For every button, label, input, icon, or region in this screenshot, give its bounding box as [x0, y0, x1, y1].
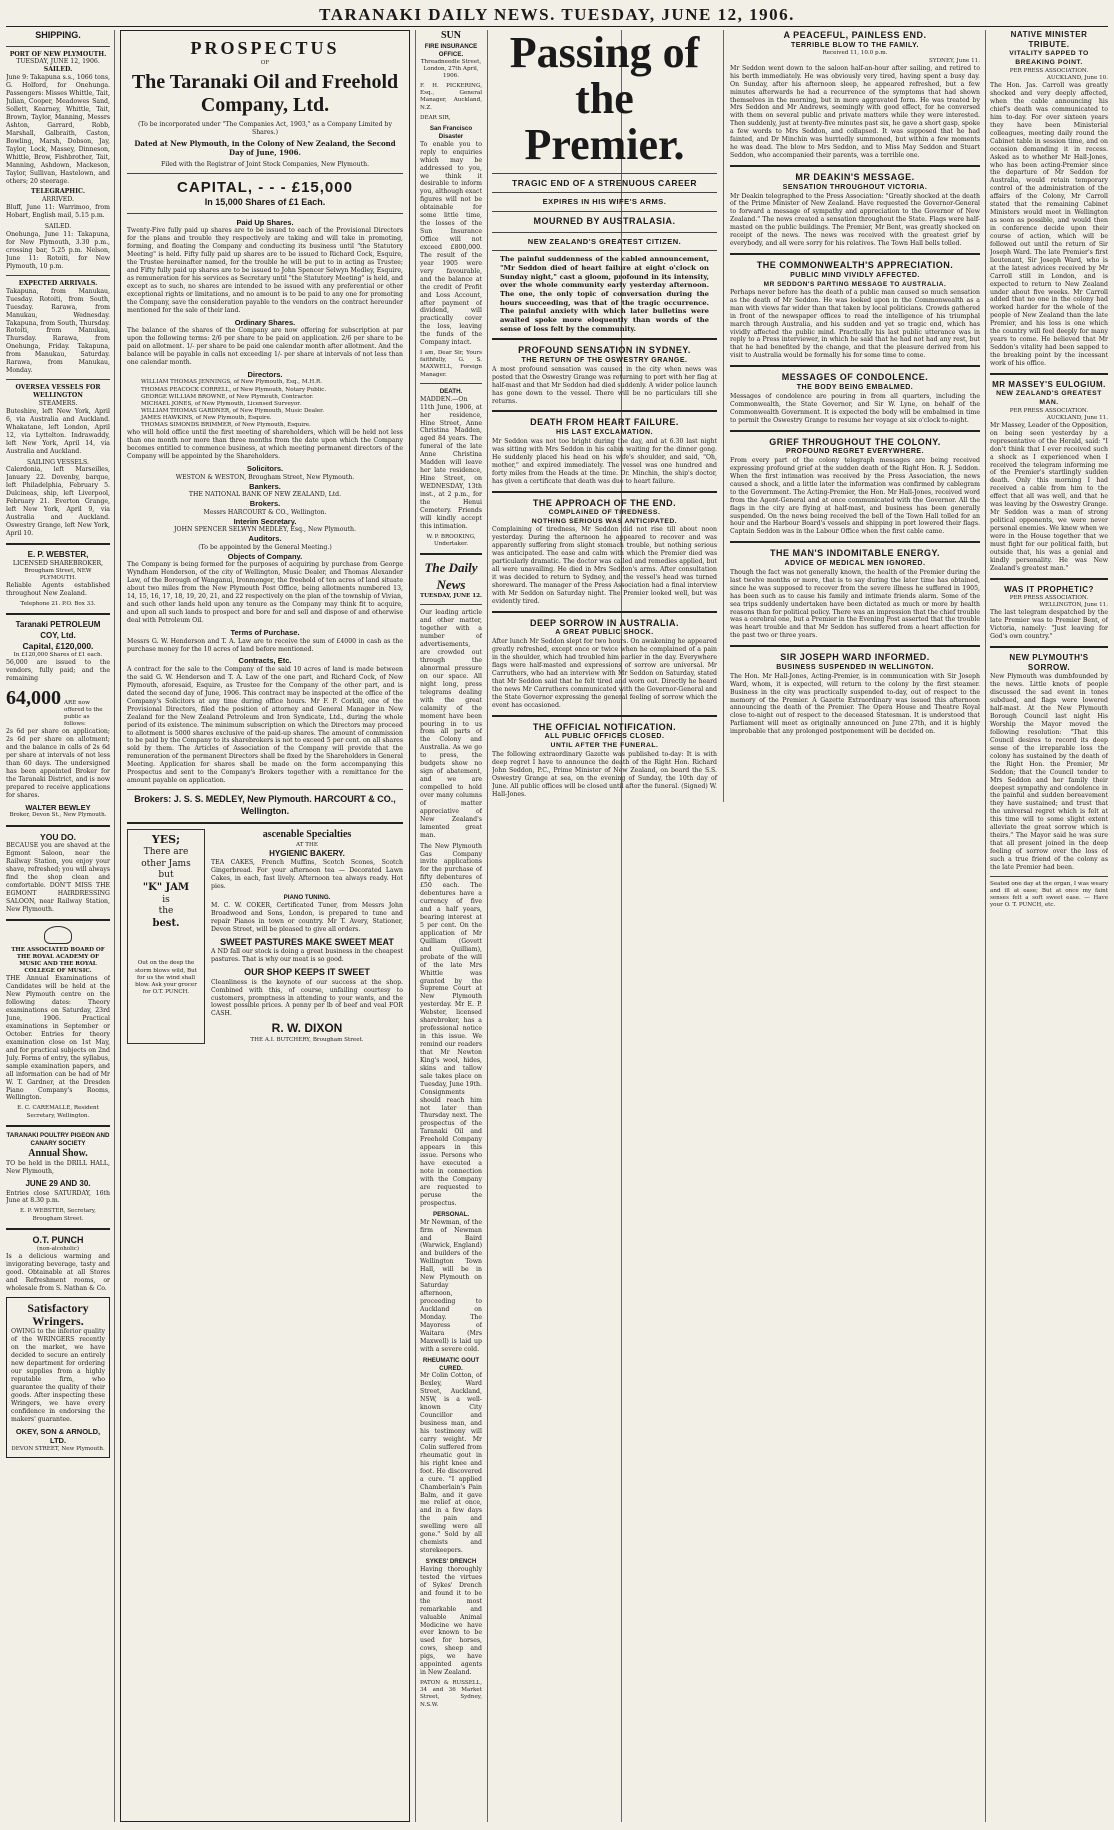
webster-telephone: Telephone 21. P.O. Box 33. [20, 601, 96, 608]
solicitors-heading: Solicitors. [246, 464, 284, 474]
piano-text: M. C. W. COKER, Certificated Tuner, from Messrs John Broadwood and Sons, London, is prepared to tune and repair Pianos in town or country. Mr T. Avery, Stationer, Devon Street, will be pleased to give all orders. [211, 902, 403, 933]
nothing-serious-heading: NOTHING SERIOUS WAS ANTICIPATED. [531, 517, 678, 525]
column-rule [985, 30, 986, 1822]
jam-line: the [158, 906, 174, 917]
youdo-title: YOU DO. [40, 831, 76, 842]
prophetic-place: WELLINGTON, June 11. [1039, 602, 1108, 609]
parting-message-heading: MR SEDDON'S PARTING MESSAGE TO AUSTRALIA. [763, 280, 947, 288]
director-name: THOMAS PEACOCK CORRELL, of New Plymouth, Notary Public. [141, 386, 327, 393]
death-notice: MADDEN.—On 11th June, 1906, at her residence, Hine Street, Anne Christina Madden, aged 84 years. The funeral of the late Anne Christina Madden will leave her late residence, Hine Street, on WEDNESDAY, 13th inst., at 2 p.m., for the Henui Cemetery. Friends will kindly accept this intimation. [420, 395, 482, 530]
music-text: THE Annual Examinations of Candidates will be held at the New Plymouth centre on the following dates: Theory examinations on Saturday, 23rd June, 1906. Practical examinations in September or October. Entries for theory examination close on 1st May, and for practical subjects on 2nd July. Forms of entry, the syllabus, sample examination papers, and all information can be had of Mr W. T. Gardner, at the Dresden Piano Company's Rooms, Wellington. [6, 975, 110, 1102]
directors-list [127, 379, 403, 429]
webster-text: Reliable Agents established throughout New Zealand. [6, 582, 110, 598]
sailed-text-2: Onehunga, June 11: Takapuna, for New Plymouth, 3.30 p.m., crossing bar, 5.25 p.m. Nelson, June 11: Rotoiti, for New Plymouth, 10 p.m. [6, 231, 110, 270]
prospectus-of: OF [260, 60, 270, 67]
port-heading: PORT OF NEW PLYMOUTH. [9, 50, 107, 58]
column-shipping [6, 30, 110, 1822]
column-rule [415, 30, 416, 1822]
petroleum-offer-text: 2s 6d per share on application; 2s 6d per share on allotment; and the balance in calls of 2s 6d per share at intervals of not less than 60 days. The undersigned has been appointed Broker for the Taranaki District, and is now prepared to receive applications for shares. [6, 728, 110, 799]
sorrow-text: New Plymouth was dumbfounded by the news. Little knots of people discussed the sad event in tones subdued, and flags were lowered half-mast. At the New Plymouth Borough Council last night His Worship the Mayor moved the following resolution: "That this Council desires to record its deep sense of the irreparable loss the colony has sustained by the death of the Right Hon. the Premier, Mr Seddon; that the Council tender to Mrs Seddon and her family their deepest sympathy and condolence in the painful and sudden bereavement they have sustained; and trust that the universal regret which is felt at this time will to some slight extent alleviate the great sorrow which is theirs." The Mayor said he was sure that all present joined in the deep feeling of sorrow over the loss of such a true friend of the colony as the late Premier had been. [990, 673, 1108, 871]
sun-text: To enable you to reply to enquiries which may be addressed to you, we think it desirable to inform you, although exact figures will not be obtainable for some little time, the losses of the Sun Insurance Office will not exceed £800,000. The result of the year 1905 were very favourable, and the balance at the credit of Profit and Loss Account, after payment of dividend, will practically cover the loss, leaving the funds of the Company intact. [420, 140, 482, 347]
heart-failure-text: Mr Seddon was not too bright during the day, and at 6.30 last night was sitting with Mrs Seddon in his cabin waiting for the dinner gong. He suddenly placed his head on his wife's shoulder, and said, "Oh, mother," and expired immediately. The vessel was one hundred and forty miles from the Heads at the time. Dr. Minchin, the ship's doctor, has given a certificate that death was due to heart failure. [492, 437, 717, 485]
objects-text: The Company is being formed for the purposes of acquiring by purchase from George Wyndham Henderson, of the city of Wellington, Music Dealer, and Thomas Alexander Law, of the Borough of Wanganui, Ironmonger, the freehold of ten acres of land situate about two miles from the New Plymouth Post Office, being allotments numbered 13, 14, 15, 16, 17, 18, 19, 20, 21, and 22 respectively on the plan of the township of Vivian, and such other lands held upon any tenure as the Company may think fit to acquire, and upon all such lands to prospect and bore for and sell and dispose of and otherwise deal with Petroleum Oil. [127, 561, 403, 625]
massey-sub: NEW ZEALAND'S GREATEST MAN. [996, 390, 1102, 406]
pigeon-society-head: TARANAKI POULTRY PIGEON AND CANARY SOCIETY [6, 1131, 110, 1147]
jam-line: best. [152, 917, 180, 929]
sailed-heading-2: SAILED. [44, 223, 72, 231]
wringers-seller: OKEY, SON & ARNOLD, LTD. [15, 1426, 101, 1446]
paid-up-heading: Paid Up Shares. [236, 217, 294, 227]
shipping-title: SHIPPING. [35, 30, 81, 40]
sun-to: F. H. PICKERING, Esq., General Manager, Auckland, N.Z. [420, 83, 482, 111]
sydney-heading: PROFOUND SENSATION IN SYDNEY. [518, 345, 691, 356]
petroleum-offer: 56,000 are issued to the vendors, fully paid; and the remaining [6, 658, 110, 682]
grief-sub: PROFOUND REGRET EVERYWHERE. [785, 448, 925, 456]
closing-punch-ad: Seated one day at the organ, I was weary and ill at ease; But at once my faint senses felt a soft sweet ease. — Have your O. T. PUNCH, etc. [990, 880, 1108, 909]
director-name: MICHAEL JONES, of New Plymouth, Licensed Surveyor. [141, 400, 302, 407]
deep-sorrow-text: After lunch Mr Seddon slept for two hours. On awakening he appeared greatly refreshed, except once or twice when he complained of a pain in the shoulder, which had troubled him earlier in the day. Everywhere flags were half-masted and expressions of sorrow are universal. Mr Carruthers, who had an interview with Mr Seddon on Saturday, stated that Mr Seddon said that he felt tired and worn out. Directly he heard the news Mr Carruthers communicated with the Governor-General and the State Governor expressing the general feeling of sorrow which the event has occasioned. [492, 638, 717, 709]
secretary: JOHN SPENCER SELWYN MEDLEY, Esq., New Plymouth. [174, 526, 356, 534]
auditors-heading: Auditors. [248, 534, 282, 544]
masthead: TARANAKI DAILY NEWS. TUESDAY, JUNE 12, 1906. [6, 4, 1108, 27]
death-heading: DEATH. [439, 387, 463, 395]
massey-pa: PER PRESS ASSOCIATION. [1009, 407, 1089, 414]
petroleum-capital: Capital, £120,000. [22, 640, 94, 651]
music-board: THE ASSOCIATED BOARD OF THE ROYAL ACADEMY OF MUSIC AND THE ROYAL COLLEGE OF MUSIC. [11, 946, 105, 975]
deep-sorrow-heading: DEEP SORROW IN AUSTRALIA. [529, 617, 679, 628]
ward-heading: SIR JOSEPH WARD INFORMED. [780, 652, 930, 663]
brokers: Messrs HARCOURT & CO., Wellington. [203, 508, 327, 516]
sykes-heading: SYKES' DRENCH [425, 1558, 477, 1566]
personal-heading: PERSONAL. [432, 1210, 470, 1218]
sweet-pastures-text: A ND fall our stock is doing a great business in the cheapest pastures. That is why our meat is so good. [211, 948, 403, 964]
punch-title: O.T. PUNCH [32, 1234, 84, 1245]
rheumatic-heading: RHEUMATIC GOUT CURED. [422, 1356, 480, 1372]
ordinary-text: The balance of the shares of the Company are now offering for subscription at par upon the following terms: 2/6 per share to be paid on application. 2/6 per share to be paid on allotment. 1/- per share to be paid one calendar month after allotment. And the balance will be payable in calls not exceeding 1/- per share at intervals of not less than one calendar month. [127, 327, 403, 366]
heart-failure-heading: DEATH FROM HEART FAILURE. [530, 417, 679, 428]
shop-keeps-text: Cleanliness is the keynote of our success at the shop. Combined with this, of course, unfailing courtesy to customers, promptness in attending to your wants, and the lowest possible prices. A penny per lb of beef and veal FOR CASH. [211, 978, 403, 1018]
massey-place: AUCKLAND, June 11. [1046, 414, 1108, 421]
energy-heading: THE MAN'S INDOMITABLE ENERGY. [770, 548, 940, 559]
deakin-heading: MR DEAKIN'S MESSAGE. [795, 172, 915, 183]
premier-mourned-heading: MOURNED BY AUSTRALASIA. [533, 216, 676, 227]
peaceful-heading: A PEACEFUL, PAINLESS END. [783, 30, 927, 40]
condolence-text: Messages of condolence are pouring in from all quarters, including the Commonwealth, the State Governor, and Sir W. Lyne, on behalf of the Commonwealth Government. It is expected the body will be embalmed in time to permit the Oswestry Grange to resume her voyage at six o'clock to-night. [730, 392, 980, 424]
expected-text: Takapuna, from Manukau, Tuesday. Rotoiti, from South, Tuesday. Rarawa, from Manukau, Wednesday. Takapuna, from South, Thursday. Rotoiti, from Manukau, Thursday. Rarawa, from Onehunga, Friday. Takapuna, from Manukau, Saturday. Rarawa, from Manukau, Monday. [6, 287, 110, 375]
secretary-heading: Interim Secretary. [233, 516, 297, 526]
pigeon-text-1: TO be held in the DRILL HALL, New Plymouth, [6, 1160, 110, 1176]
jam-footer: Out on the deep the storm blows wild, But for us the wind shall blow. Ask your grocer for O.T. PUNCH. [135, 960, 197, 996]
jam-yes: YES; [151, 833, 181, 847]
prospectus-filed: Filed with the Registrar of Joint Stock Companies, New Plymouth. [160, 160, 370, 168]
jam-line: but [158, 870, 174, 881]
ward-text: The Hon. Mr Hall-Jones, Acting-Premier, is in communication with Sir Joseph Ward, whom, it is expected, will return to the colony by the first steamer. Business in the city was practically suspended to-day, out of respect to the memory of the Premier. A Gazette Extraordinary was issued this afternoon announcing the death of the Premier. The Opera House and Theatre Royal close to-night out of respect to the deceased Statesman. It is understood that Parliament will meet as originally announced on June 27th, and it is highly improbable that any prolonged postponement will be decided on. [730, 672, 980, 736]
prospectus-title: PROSPECTUS [190, 38, 340, 58]
prospectus-capital: CAPITAL, - - - £15,000 [177, 178, 353, 196]
specialties-title: ascenable Specialties [262, 829, 352, 841]
sailing-vessels-text: Calerdonia, left Marseilles, January 22. Dovenby, barque, left Philadelphia, February 5. Dulcineas, ship, left Liverpool, February 21. Everton Grange, left New York, April 9, via Australia and Auckland. Oswestry Grange, left New York, April 10. [6, 466, 110, 537]
premier-greatest-heading: NEW ZEALAND'S GREATEST CITIZEN. [527, 236, 682, 246]
petroleum-company-name: Taranaki PETROLEUM COY, Ltd. [15, 620, 101, 640]
jam-line: There are [143, 847, 189, 858]
tribute-heading: NATIVE MINISTER TRIBUTE. [1010, 30, 1088, 50]
prospectus-company: The Taranaki Oil and Freehold Company, Ltd. [131, 71, 399, 117]
sun-sf-heading: San Francisco Disaster [429, 124, 473, 140]
music-sign: E. C. CAREMALLE, Resident Secretary, Wellington. [17, 1105, 99, 1119]
undertaker: W. P. BROOKING, Undertaker. [426, 533, 476, 547]
daily-news-date: TUESDAY, JUNE 12. [420, 593, 482, 600]
tribute-pa: PER PRESS ASSOCIATION. [1009, 67, 1089, 74]
director-name: GEORGE WILLIAM BROWNE, of New Plymouth, Contractor. [141, 393, 314, 400]
expected-heading: EXPECTED ARRIVALS. [18, 279, 98, 287]
prophetic-text: The last telegram despatched by the late Premier was to Premier Bent, of Victoria, namely: "Just leaving for God's own country." [990, 609, 1108, 640]
prospectus-shares: In 15,000 Shares of £1 Each. [204, 197, 326, 208]
hygienic-bakery-advert [211, 829, 403, 1044]
dixon-sub: THE A.I. BUTCHERY, Brougham Street. [250, 1036, 364, 1043]
sweet-pastures-heading: SWEET PASTURES MAKE SWEET MEAT [220, 936, 394, 947]
paid-up-text: Twenty-Five fully paid up shares are to be issued to each of the Provisional Directors for the plans and trouble they respectively are taking and will take in promoting, forming, and floating the Company and conducting its business until "the Statutory Meeting" is held. Fifty fully paid up shares are to be issued to Richard Cock, Esquire, the Trustee hereinafter named, for the trouble he will be put to in acting as Trustee; and Fifty fully paid up shares are to be issued to John Spencer Selwyn Medley, Esquire, as remuneration for his services as Secretary until "the Statutory Meeting" is held, and except as to such, no shares are intended to be issued with any preferential or other exceptional rights or limitations, and no amount is to be paid to any one for promoting the Company, save the consideration payable to the vendors on the contract hereunder mentioned for the sale of their land. [127, 227, 403, 314]
massey-heading: MR MASSEY'S EULOGIUM. [992, 379, 1106, 389]
condolence-heading: MESSAGES OF CONDOLENCE. [781, 372, 929, 383]
specialties-shop: HYGIENIC BAKERY. [269, 849, 345, 859]
complained-heading: COMPLAINED OF TIREDNESS. [548, 509, 661, 517]
sailed-text: June 9: Takapuna s.s., 1066 tons, G. Holford, for Onehunga. Passengers: Misses Whittle, Tait, Julian, Cooper, Meadowes Sand, Sollett, Kearney, Whittle, Tait, Brown, Taylor, Manning, Messrs Ashton, Garrard, Robb, Marshall, Galbraith, Caston, Bowling, Marsh, Dobson, Jay, Taylor, Lock, Massey, Dinneson, Whittle, Brow, Fishbrother, Tait, Manning, Ashdown, Mackeson, Taylor, Sullivan, Hastelown, and others; 20 steerage. [6, 74, 110, 185]
walter-bewley-address: Broker, Devon St., New Plymouth. [9, 812, 107, 819]
sun-title: SUN [440, 30, 461, 41]
until-funeral-heading: UNTIL AFTER THE FUNERAL. [550, 742, 659, 750]
sailed-heading: SAILED. [43, 66, 73, 74]
pigeon-text-2: Entries close SATURDAY, 16th June at 8.30 p.m. [6, 1189, 110, 1205]
shipping-date: TUESDAY, JUNE 12, 1906. [16, 58, 100, 66]
premier-headline: Passing of the Premier. [509, 30, 700, 170]
arrived-heading: ARRIVED. [42, 196, 74, 204]
public-shock-heading: A GREAT PUBLIC SHOCK. [555, 629, 654, 637]
petroleum-capital-sub: In £120,000 Shares of £1 each. [13, 651, 103, 658]
peaceful-sub: TERRIBLE BLOW TO THE FAMILY. [791, 41, 919, 49]
column-sun-dailynews [420, 30, 482, 1822]
tribute-place: AUCKLAND, June 10. [1046, 75, 1108, 81]
column-tributes [990, 30, 1108, 1822]
daily-news-text-1: Our leading article and other matter, together with a number of advertisements, are crowded out through the abnormal pressure on our space. All night long, press telegrams dealing with the great calamity of the moment have been pouring in to us from all parts of the Colony and Australia. As we go to press, the budgets show no sign of abatement, and we are compelled to hold over many columns of matter appreciative of New Zealand's lamented great man. [420, 609, 482, 839]
pigeon-dates: JUNE 29 AND 30. [25, 1179, 91, 1189]
official-heading: THE OFFICIAL NOTIFICATION. [532, 721, 677, 732]
offices-closed-heading: ALL PUBLIC OFFICES CLOSED. [544, 733, 665, 741]
contracts-text: A contract for the sale to the Company of the said 10 acres of land is made between the said G. W. Henderson and T. A. Law of the one part, and Richard Cock, of New Plymouth, aforesaid, Esquire, as Trustee for the Company of the other part, and is dated the second day of June, 1906. This contract may be inspected at the office of the Company's Solicitors at any time during office hours. Mr F. P. Corkill, one of the Provisional Directors, filed the position of attorney and General Manager in New Zealand for the New Zealand Petroleum and Iron Syndicate, Ltd., during the whole period of its existence. The minimum subscription on which the Directors may proceed to allotment is 5000 shares exclusive of the paid-up shares. The amount of commission to be paid by the Company to its sharebrokers is not to exceed 5 per cent. on all shares sold by them. The Articles of Association of the Company will provide that the remuneration of the permanent Directors shall be fixed by the Shareholders in General Meeting. Application for shares shall be made on the form accompanying this Prospectus and sent to the Company's Brokers together with a remittance for the amount payable on application. [127, 666, 403, 785]
sydney-text: A most profound sensation was caused in the city when news was posted that the Oswestry Grange was returning to port with her flag at half-mast and that Mr Seddon had died suddenly. A wider police launch has gone down to the vessel. There will be no particulars till she returns. [492, 365, 717, 405]
director-name: WILLIAM THOMAS JENNINGS, of New Plymouth, Esq., M.H.R. [141, 379, 322, 386]
sykes-text: Having thoroughly tested the virtues of Sykes' Drench and found it to be the most remarkable and valuable Animal Medicine we have ever known to be used for horses, cows, sheep and pigs, we have appointed agents in New Zealand. [420, 1565, 482, 1677]
peaceful-text: Mr Seddon went down to the saloon half-an-hour after sailing, and retired to his berth immediately. He was obviously very tired, having spent a busy day. On Sunday, after his afternoon sleep, he appeared refreshed, but a few minutes afterwards he had a recurrence of the symptoms that had shown themselves in the morning, but in more aggravated form. He was treated by Mrs Seddon and Mr Andrews, seemingly with good effect, for he conversed with them on several public and private matters while they were interested. Then suddenly, just at twenty-five minutes past six, he gave a short gasp, spoke a few words to Mrs Seddon, and collapsed. It was supposed that he had fainted, and Dr Minchin was hurriedly summoned, but within a few moments he was dead. The blow to Mrs Seddon, and to Miss May Seddon and Stuart Seddon, who accompanied their parents, was a terrible one. [730, 64, 980, 160]
directors-text: who will hold office until the first meeting of shareholders, which will be held not less than one month nor more than three months from the date upon which the Company becomes entitled to commence business, at which meeting permanent directors of the Company will be appointed by the Shareholders. [127, 429, 403, 461]
dixon-name: R. W. DIXON [271, 1021, 343, 1036]
director-name: JAMES HAWKINS, of New Plymouth, Esquire. [141, 415, 272, 422]
jam-line: "K" JAM [142, 881, 190, 893]
deakin-text: Mr Deakin telegraphed to the Press Association: "Greatly shocked at the death of the Prime Minister of New Zealand. Have requested the Governor-General to forward a message of sympathy and appreciation to the Governor of New Zealand." The news created a sensation throughout the State. Flags were half-masted on the public buildings. The Premier, Mr Bent, was greatly shocked on receipt of the news. The news was received with the greatest grief by everybody, and all were sorry for his relatives. The Town Hall bells tolled. [730, 192, 980, 248]
tribute-sub: VITALITY SAPPED TO BREAKING POINT. [1009, 50, 1089, 67]
petroleum-offer-tail: ARE now offered to the public as follows: [64, 699, 103, 728]
k-jam-advert [127, 829, 205, 1044]
premier-expires-heading: EXPIRES IN HIS WIFE'S ARMS. [542, 197, 667, 207]
directors-heading: Directors. [247, 369, 283, 379]
wringers-title: Satisfactory Wringers. [27, 1301, 89, 1329]
oswestry-heading: THE RETURN OF THE OSWESTRY GRANGE. [521, 356, 688, 364]
grief-text: From every part of the colony telegraph messages are being received expressing profound grief at the sudden death of the Right Hon. R. J. Seddon. When the first intimation was received by the Press Association, the news caused a shock, and a little later the information was confirmed by cablegram to the Government. The Acting-Premier, the Hon. Mr Hall-Jones, received word from the Agent-General and at once communicated with the Governor. All the flags in the city are flying at half-mast, and business has been generally suspended. On the news being received the bell of the Town Hall tolled for an hour and the Harbour Board's vessels and shipping in port lowered their flags. Captain Seddon was in the Labour Office when the first cable came. [730, 456, 980, 536]
rheumatic-text: Mr Colin Cotton, of Bexley, Ward Street, Auckland, NSW, is a well-known City Councillor and business man, and his testimony will carry weight. Mr Colin suffered from rheumatic gout in his right knee and foot. He discovered a cure. "I applied Chamberlain's Pain Balm, and it gave me relief at once, and in a few days the pain and swelling were all gone." Sold by all chemists and storekeepers. [420, 1372, 482, 1555]
official-text: The following extraordinary Gazette was published to-day: It is with deep regret I have to announce the death of the Right Hon. Richard John Seddon, P.C., Prime Minister of New Zealand, on board the S.S. Oswestry Grange at sea, on the evening of Sunday, the 10th day of June. All public offices will be closed until after the funeral. (Signed) W. Hall-Jones. [492, 750, 717, 798]
oversea-heading: OVERSEA VESSELS FOR WELLINGTON [15, 384, 101, 400]
webster-address: Brougham Street, NEW PLYMOUTH. [24, 568, 92, 582]
arrived-text: Bluff, June 11: Warrimoo, from Hobart, English mail, 5.15 p.m. [6, 204, 110, 220]
terms-heading: Terms of Purchase. [230, 627, 300, 637]
pigeon-show-title: Annual Show. [28, 1147, 88, 1159]
sun-sub: FIRE INSURANCE OFFICE. [424, 42, 478, 58]
specialties-at: AT THE [296, 841, 318, 848]
contracts-heading: Contracts, Etc. [238, 656, 292, 666]
prophetic-pa: PER PRESS ASSOCIATION. [1009, 594, 1089, 601]
exclamation-heading: HIS LAST EXCLAMATION. [555, 429, 654, 436]
column-rule [114, 30, 115, 1822]
telegraphic-heading: TELEGRAPHIC. [31, 188, 85, 196]
bankers-heading: Bankers. [249, 481, 281, 491]
steamers-heading: STEAMERS. [38, 399, 78, 407]
auditors: (To be appointed by the General Meeting.) [198, 543, 332, 551]
sailing-vessels-heading: SAILING VESSELS. [27, 458, 89, 466]
objects-heading: Objects of Company. [227, 551, 303, 561]
punch-text: Is a delicious warming and invigorating beverage, tasty and good. Obtainable at all Stores and Refreshment rooms, or wholesale from S. Nathan & Co. [6, 1253, 110, 1293]
director-name: WILLIAM THOMAS GARDNER, of New Plymouth, Music Dealer. [141, 408, 325, 415]
jam-line: other Jams [141, 858, 191, 869]
grief-heading: GRIEF THROUGHOUT THE COLONY. [769, 436, 941, 447]
energy-sub: ADVICE OF MEDICAL MEN IGNORED. [784, 559, 926, 567]
energy-text: Though the fact was not generally known, the health of the Premier during the last twelve months or more, that is to say during the later time has obtained, since he was supposed to recover from the severe illness he suffered in 1905, has been such as to cause his family and intimate friends alarm. Some of the sea trips suddenly undertaken have been dictated as much or more by health reasons than for political policy. There was an impression that the chief trouble was a cerebral one, but a Premier in the Evening Post asserted that the trouble was heart trouble and that Mr Seddon has suffered from a heart affection for the past two or three years. [730, 568, 980, 640]
prospectus-advert [120, 30, 410, 1822]
terms-text: Messrs G. W. Henderson and T. A. Law are to receive the sum of £4000 in cash as the purchase money for the 10 acres of land before mentioned. [127, 637, 403, 653]
peaceful-place: SYDNEY, June 11. [929, 57, 980, 64]
director-name: THOMAS SIMONDS BRIMMER, of New Plymouth, Esquire. [141, 422, 311, 429]
ward-sub: BUSINESS SUSPENDED IN WELLINGTON. [776, 663, 934, 671]
webster-name: E. P. WEBSTER, [27, 549, 89, 559]
condolence-sub: THE BODY BEING EMBALMED. [796, 383, 914, 391]
brokers-heading: Brokers. [249, 499, 281, 509]
punch-sub: (non-alcoholic) [36, 1246, 80, 1253]
sorrow-heading: NEW PLYMOUTH'S SORROW. [1009, 652, 1089, 673]
walter-bewley: WALTER BEWLEY [25, 802, 91, 812]
commonwealth-sub: PUBLIC MIND VIVIDLY AFFECTED. [790, 271, 920, 279]
wringers-address: DEVON STREET, New Plymouth. [11, 1445, 105, 1452]
solicitors: WESTON & WESTON, Brougham Street, New Plymouth. [175, 473, 355, 481]
royal-crest-icon [44, 926, 72, 944]
pigeon-sign: E. P. WEBSTER, Secretary, Brougham Street. [20, 1208, 96, 1222]
shop-keeps-heading: OUR SHOP KEEPS IT SWEET [244, 967, 370, 978]
sun-address: Threadneedle Street, London, 27th April, 1906. [420, 58, 482, 79]
commonwealth-heading: THE COMMONWEALTH'S APPRECIATION. [756, 260, 954, 271]
tribute-text: The Hon. Jas. Carroll was greatly shocked and very deeply affected, when the cable announcing his chief's death was communicated to him to-day. For over sixteen years they have been Ministerial colleagues, meeting daily round the Cabinet table in session time, and on occasion demanding it in recess. Asked as to whether Mr Hall-Jones, who has been acting-Premier since the departure of Mr Seddon for Australia, would retain temporary control of the administration of the affairs of the Colony, Mr Carroll stated that the remaining Cabinet Ministers would meet in Wellington as soon as possible, and would then in conference decide upon their course of action, which will be followed out until the return of Sir Joseph Ward. The late Premier's first lieutenant, Sir Joseph Ward, who is at the latest advices received by Mr Carroll still in London, and is expected to return to New Zealand under about five weeks. Mr Carroll added that no one in the colony had worked harder for the whole of the people of New Zealand than the late Premier, and his loss is one which the country will feel deeply for many years to come. He believed that Mr Seddon's vitality had been sapped to the breaking point by the incessant work of his office. [990, 82, 1108, 367]
petroleum-offer-number: 64,000 [6, 686, 61, 709]
sun-dear: DEAR SIR, [420, 114, 451, 121]
piano-heading: PIANO TUNING. [283, 894, 331, 902]
massey-text: Mr Massey, Leader of the Opposition, on being seen yesterday by a representative of the Herald, said: "I don't think that I ever received such a shock as I experienced when I received the telegram informing me of the Premier's startlingly sudden death. Only this morning I had received a cable from him to the effect that all was well, and that he was leaving by the Oswestry Grange. Mr Seddon was a man of strong political opponents, we were never personal enemies. We knew when we were in the House together that we must fight for our political faith, but outside that, his was a genial and kindly personality. He was New Zealand's greatest man." [990, 421, 1108, 572]
approach-text: Complaining of tiredness, Mr Seddon did not rise till about noon yesterday. During the afternoon he appeared to recover and was apparently suffering from slight stomach trouble, but nothing serious was anticipated. The ease and calm with which the Premier died was particularly dramatic. The doctor was called and remedies applied, but all were unavailing. He died in Mrs Seddon's arms. After consultation it was decided to return to Sydney, and the vessel's head was turned shoreward. The manager of the Press Association had a final interview with Mr Seddon on Saturday night. The Premier looked well, but was evidently tired. [492, 526, 717, 605]
deakin-sub: SENSATION THROUGHOUT VICTORIA. [782, 183, 928, 191]
column-rule [487, 30, 488, 1822]
premier-lead: The painful suddenness of the cabled announcement, "Mr Seddon died of heart failure at eight o'clock on Sunday night," cast a gloom, profound in its intensity, over the whole community early yesterday afternoon. The one, the only topic of conversation during the hours succeeding, was that of the tragic occurrence. The painful anxiety with which later bulletins were awaited spoke more eloquently than words of the sense of loss felt by the community. [500, 255, 709, 333]
prospectus-brokers-line: Brokers: J. S. S. MEDLEY, New Plymouth. HARCOURT & CO., Wellington. [134, 794, 396, 816]
prophetic-heading: WAS IT PROPHETIC? [1004, 584, 1094, 594]
steamers-text: Buteshire, left New York, April 6, via Australia and Auckland. Whakatane, left London, April 12, via Lyttelton. Indrawaddy, left New York, April 14, via Australia and Auckland. [6, 407, 110, 455]
youdo-text: BECAUSE you are shaved at the Egmont Saloon, near the Railway Station, you enjoy your shave, refreshed; you will always find the shop clean and comfortable. DON'T MISS THE EGMONT HAIRDRESSING SALOON, near Railway Station, New Plymouth. [6, 842, 110, 913]
premier-tragic-heading: TRAGIC END OF A STRENUOUS CAREER [512, 177, 697, 188]
premier-story [492, 30, 980, 1822]
prospectus-incorporation: (To be incorporated under "The Companies Act, 1903," as a Company Limited by Shares.) [138, 121, 392, 137]
sun-sign: I am, Dear Sir, Yours faithfully, G. S. MAXWELL, Foreign Manager. [420, 350, 482, 378]
specialties-text: TEA CAKES, French Muffins, Scotch Scones, Scotch Gingerbread. For your afternoon tea — Decorated Lawn Cakes, in each, fast lively. Afternoon tea always ready. Hot pies. [211, 859, 403, 891]
prospectus-dated: Dated at New Plymouth, in the Colony of New Zealand, the Second Day of June, 1906. [134, 139, 396, 158]
jam-line: is [162, 894, 170, 905]
bankers: THE NATIONAL BANK OF NEW ZEALAND, Ltd. [188, 491, 342, 499]
webster-title: LICENSED SHAREBROKER, [12, 560, 104, 568]
approach-heading: THE APPROACH OF THE END. [532, 497, 677, 508]
wringers-text: OWING to the inferior quality of the WRINGERS recently on the market, we have decided to secure an entirely new department for ordering our supplies from a highly reputable firm, who guarantee the quality of their goods. After inspecting these Wringers, we have every confidence in endorsing the makers' guarantee. [11, 1328, 105, 1423]
ordinary-heading: Ordinary Shares. [234, 317, 296, 327]
daily-news-logo: The Daily News [424, 559, 478, 592]
daily-news-text-2: The New Plymouth Gas Company invite applications for the purchase of fifty debentures of £50 each. The debentures have a currency of five and a half years, bearing interest at 5 per cent. On the application of Mr Quilliam (Govett and Quilliam), probate of the will of the late Mrs Whittle was granted by the Supreme Court at New Plymouth yesterday. Mr E. P. Webster, licensed sharebroker, has a professional notice in this issue. We remind our readers that Mr Newton King's wool, hides, skins and tallow sale takes place on Tuesday, June 19th. Consignments should reach him not later than Thursday next. The prospectus of the Taranaki Oil and Freehold Company appears in this issue. Persons who have executed a note in connection with the Company are requested to peruse the prospectus. [420, 842, 482, 1207]
peaceful-received: Received 11, 10.0 p.m. [822, 50, 888, 57]
commonwealth-text: Perhaps never before has the death of a public man caused so much sensation as the death of Mr Seddon. He was looked upon in the Commonwealth as a man with views far wider than that taken by local politicians. Crowds gathered in front of the newspaper offices to read the intelligence of his triumphal march through Australia, and his sudden and yet so tragic end, which has vividly affected the public mind. Practically his last public utterance was in reply to a Press interviewer, in which he said that he had not had any rest, but that he had benefited by the change, and that the pleasure derived from his visit to Australia would be formally his for some time to come. [730, 288, 980, 360]
personal-text: Mr Newman, of the firm of Newman and Baird (Warwick, England) and builders of the Wellington Town Hall, will be in New Plymouth on Saturday afternoon, proceeding to Auckland on Monday. The Mayoress of Waitara (Mrs Maxwell) is laid up with a severe cold. [420, 1218, 482, 1353]
sykes-sign: PATON & RUSSELL, 34 and 36 Market Street, Sydney, N.S.W. [420, 1680, 482, 1708]
